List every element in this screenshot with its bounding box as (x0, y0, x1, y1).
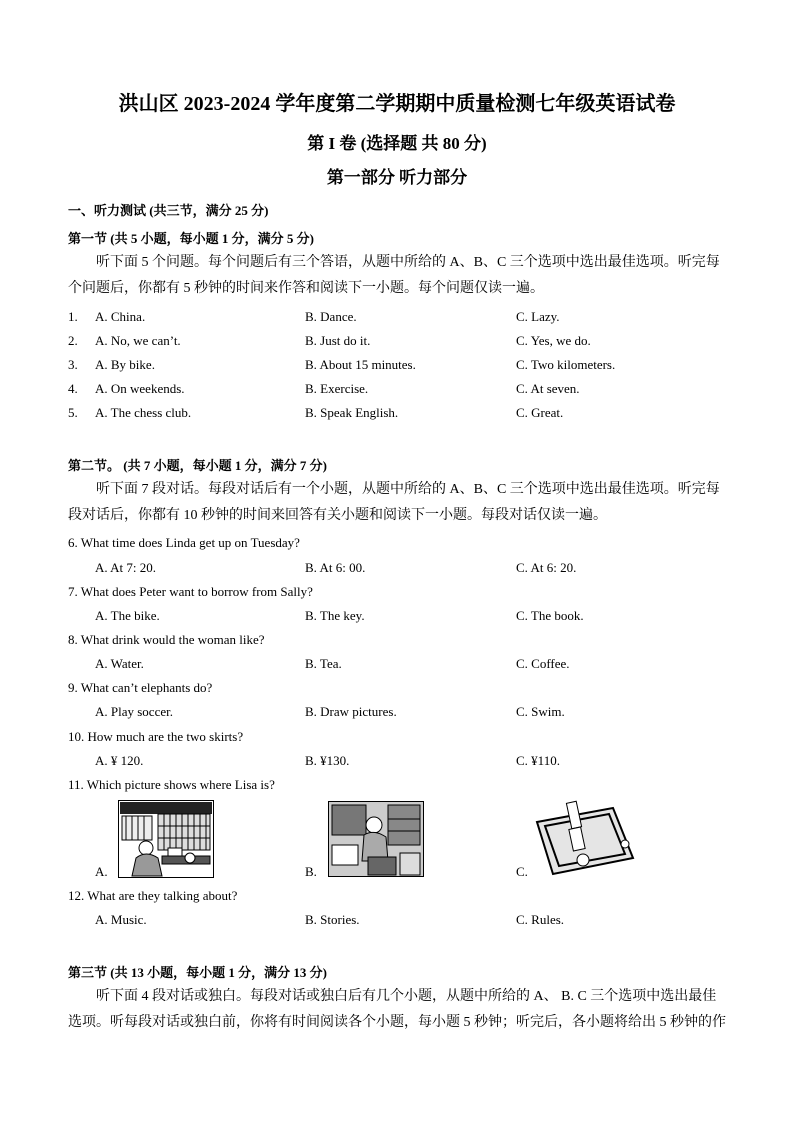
sec2-heading: 第二节。 (共 7 小题，每小题 1 分，满分 7 分) (68, 458, 327, 473)
option-c: C. Rules. (516, 912, 565, 927)
exam-title: 洪山区 2023-2024 学年度第二学期期中质量检测七年级英语试卷 (118, 93, 676, 115)
option-b: B. About 15 minutes. (305, 357, 416, 372)
option-c: C. Coffee. (516, 656, 570, 671)
question-text: 8. What drink would the woman like? (68, 632, 265, 647)
question-text: 12. What are they talking about? (68, 888, 238, 903)
option-a: A. The chess club. (95, 405, 192, 420)
question-text: 7. What does Peter want to borrow from Sally? (68, 584, 313, 599)
option-b: B. Speak English. (305, 405, 399, 420)
option-b: B. ¥130. (305, 753, 350, 768)
option-b: B. Exercise. (305, 381, 369, 396)
option-a: A. The bike. (95, 608, 160, 623)
option-a: A. Music. (95, 912, 147, 927)
option-b: B. The key. (305, 608, 365, 623)
option-b: B. Tea. (305, 656, 342, 671)
option-c: C. The book. (516, 608, 584, 623)
sec1-instructions: 听下面 5 个问题。每个问题后有三个答语，从题中所给的 A、B、C 三个选项中选出最佳选项。听完每个问题后，你都有 5 秒钟的时间来作答和阅读下一小题。每个问题仅读一遍。 (68, 255, 720, 296)
option-c: C. At seven. (516, 381, 580, 396)
option-c: C. Great. (516, 405, 564, 420)
volume-heading: 第 I 卷 (选择题 共 80 分) (307, 134, 487, 153)
store-picture (328, 801, 424, 877)
option-a: A. China. (95, 309, 146, 324)
item-number: 2. (68, 333, 78, 348)
part-heading: 第一部分 听力部分 (326, 168, 468, 187)
option-c: C. ¥110. (516, 753, 560, 768)
question-text: 11. Which picture shows where Lisa is? (68, 777, 275, 792)
option-b: B. Stories. (305, 912, 360, 927)
option-a: A. By bike. (95, 357, 155, 372)
option-b: B. Just do it. (305, 333, 371, 348)
option-c: C. Swim. (516, 704, 565, 719)
item-number: 4. (68, 381, 78, 396)
question-text: 9. What can’t elephants do? (68, 680, 213, 695)
option-a: A. ¥ 120. (95, 753, 144, 768)
option-a: A. Water. (95, 656, 144, 671)
item-number: 1. (68, 309, 78, 324)
option-a: A. At 7: 20. (95, 560, 157, 575)
option-c: C. Yes, we do. (516, 333, 591, 348)
sec3-heading: 第三节 (共 13 小题，每小题 1 分，满分 13 分) (68, 965, 327, 980)
option-a: A. (95, 864, 108, 879)
option-b: B. Draw pictures. (305, 704, 397, 719)
sec2-instructions: 听下面 7 段对话。每段对话后有一个小题，从题中所给的 A、B、C 三个选项中选出最佳选项。听完每段对话后，你都有 10 秒钟的时间来回答有关小题和阅读下一小题。每段对话仅读一遍。 (68, 482, 720, 523)
sec1-heading: 第一节 (共 5 小题，每小题 1 分，满分 5 分) (68, 231, 314, 246)
section-heading: 一、听力测试 (共三节，满分 25 分) (68, 203, 269, 218)
question-text: 10. How much are the two skirts? (68, 729, 244, 744)
option-c: C. At 6: 20. (516, 560, 577, 575)
option-b: B. At 6: 00. (305, 560, 366, 575)
sec3-instructions: 听下面 4 段对话或独白。每段对话或独白后有几个小题，从题中所给的 A、 B. C 三个选项中选出最佳选项。听每段对话或独白前，你将有时间阅读各个小题，每小题 5 秒钟；听完后，各小题将给出 5 秒钟的作 (68, 989, 726, 1030)
item-number: 3. (68, 357, 78, 372)
library-picture (118, 800, 214, 878)
option-b: B. Dance. (305, 309, 357, 324)
basketball-court-picture (535, 798, 635, 876)
option-c: C. Lazy. (516, 309, 560, 324)
option-b: B. (305, 864, 317, 879)
option-a: A. No, we can’t. (95, 333, 181, 348)
option-a: A. Play soccer. (95, 704, 173, 719)
option-c: C. (516, 864, 528, 879)
option-c: C. Two kilometers. (516, 357, 616, 372)
question-text: 6. What time does Linda get up on Tuesday? (68, 535, 300, 550)
option-a: A. On weekends. (95, 381, 185, 396)
item-number: 5. (68, 405, 78, 420)
